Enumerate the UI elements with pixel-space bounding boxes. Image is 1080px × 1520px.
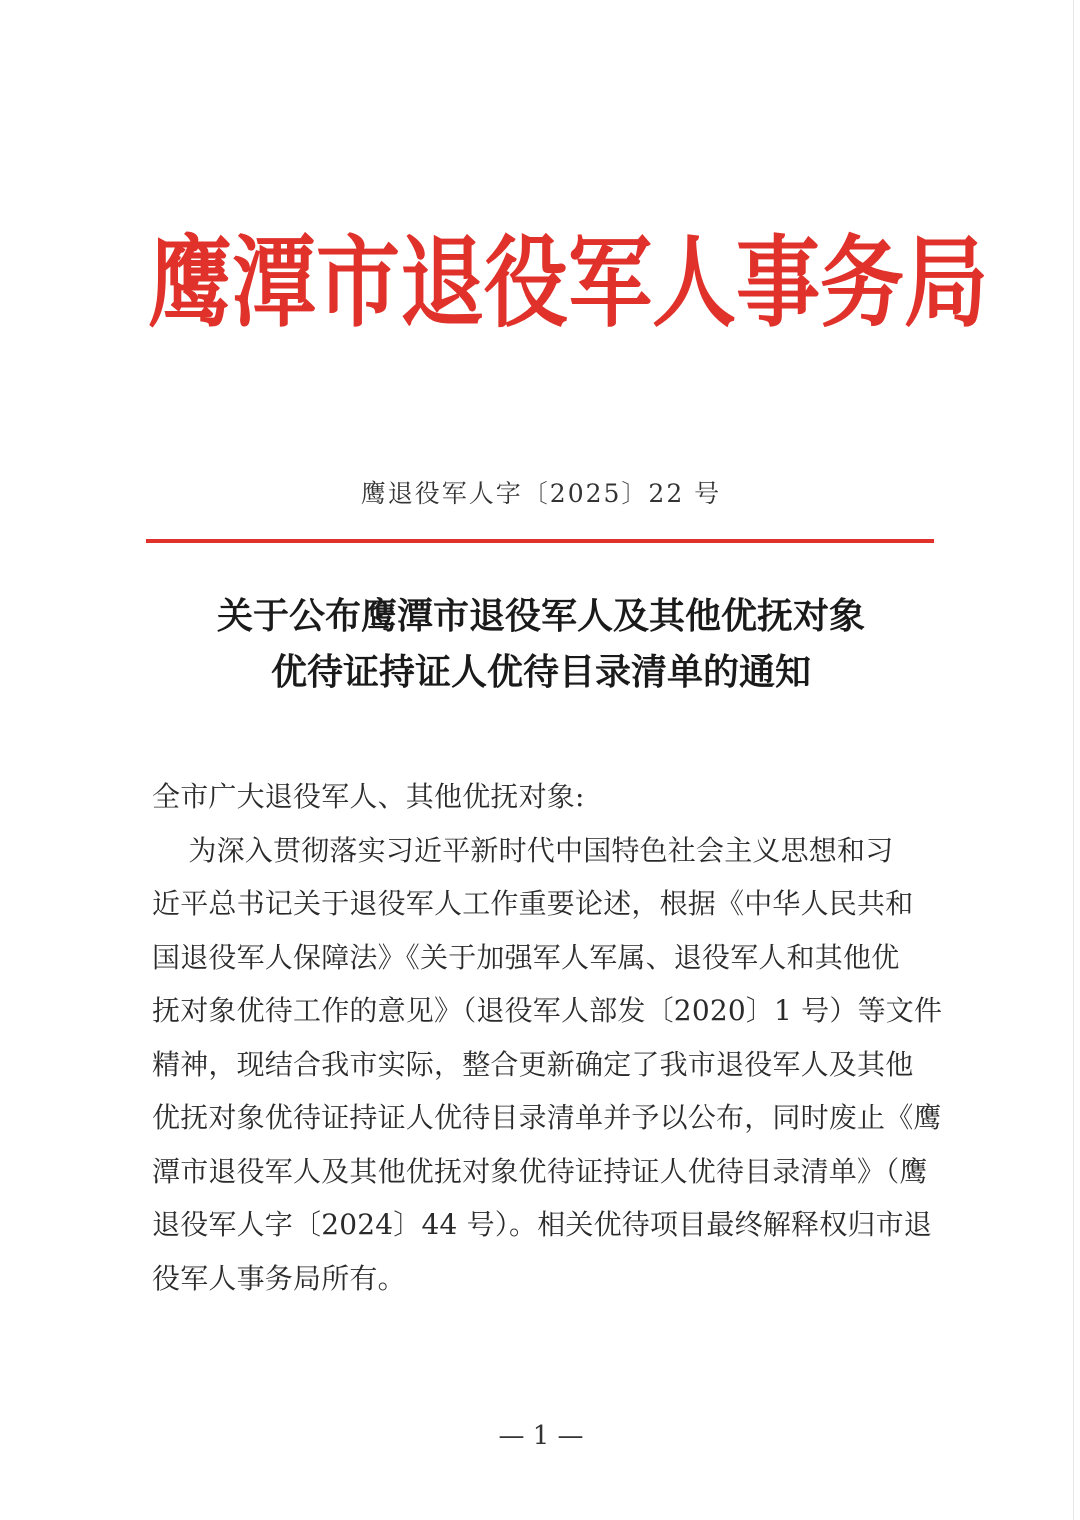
body-line: 役军人事务局所有。 — [152, 1261, 406, 1295]
salutation: 全市广大退役军人、其他优抚对象: — [152, 780, 585, 813]
notice-title-line-2: 优待证持证人优待目录清单的通知 — [270, 651, 811, 693]
page-number: — 1 — — [498, 1421, 584, 1451]
document-number: 鹰退役军人字〔2025〕22 号 — [360, 479, 722, 508]
letterhead-title: 鹰潭市退役军人事务局 — [148, 225, 989, 341]
body-line: 退役军人字〔2024〕44 号）。相关优待项目最终解释权归市退 — [152, 1208, 932, 1241]
body-line: 优抚对象优待证持证人优待目录清单并予以公布，同时废止《鹰 — [152, 1101, 942, 1134]
notice-body — [152, 770, 943, 1305]
page-edge-line — [1073, 0, 1074, 1520]
notice-title-line-1: 关于公布鹰潭市退役军人及其他优抚对象 — [216, 595, 865, 637]
body-line: 国退役军人保障法》《关于加强军人军属、退役军人和其他优 — [152, 940, 900, 974]
body-line: 潭市退役军人及其他优抚对象优待证持证人优待目录清单》（鹰 — [152, 1154, 928, 1188]
body-line: 近平总书记关于退役军人工作重要论述，根据《中华人民共和 — [152, 887, 914, 920]
red-divider-rule — [146, 539, 934, 543]
body-line: 抚对象优待工作的意见》（退役军人部发〔2020〕1 号）等文件 — [152, 994, 943, 1027]
body-line: 精神，现结合我市实际，整合更新确定了我市退役军人及其他 — [152, 1047, 914, 1081]
notice-title — [148, 588, 934, 700]
body-line: 为深入贯彻落实习近平新时代中国特色社会主义思想和习 — [152, 833, 894, 867]
